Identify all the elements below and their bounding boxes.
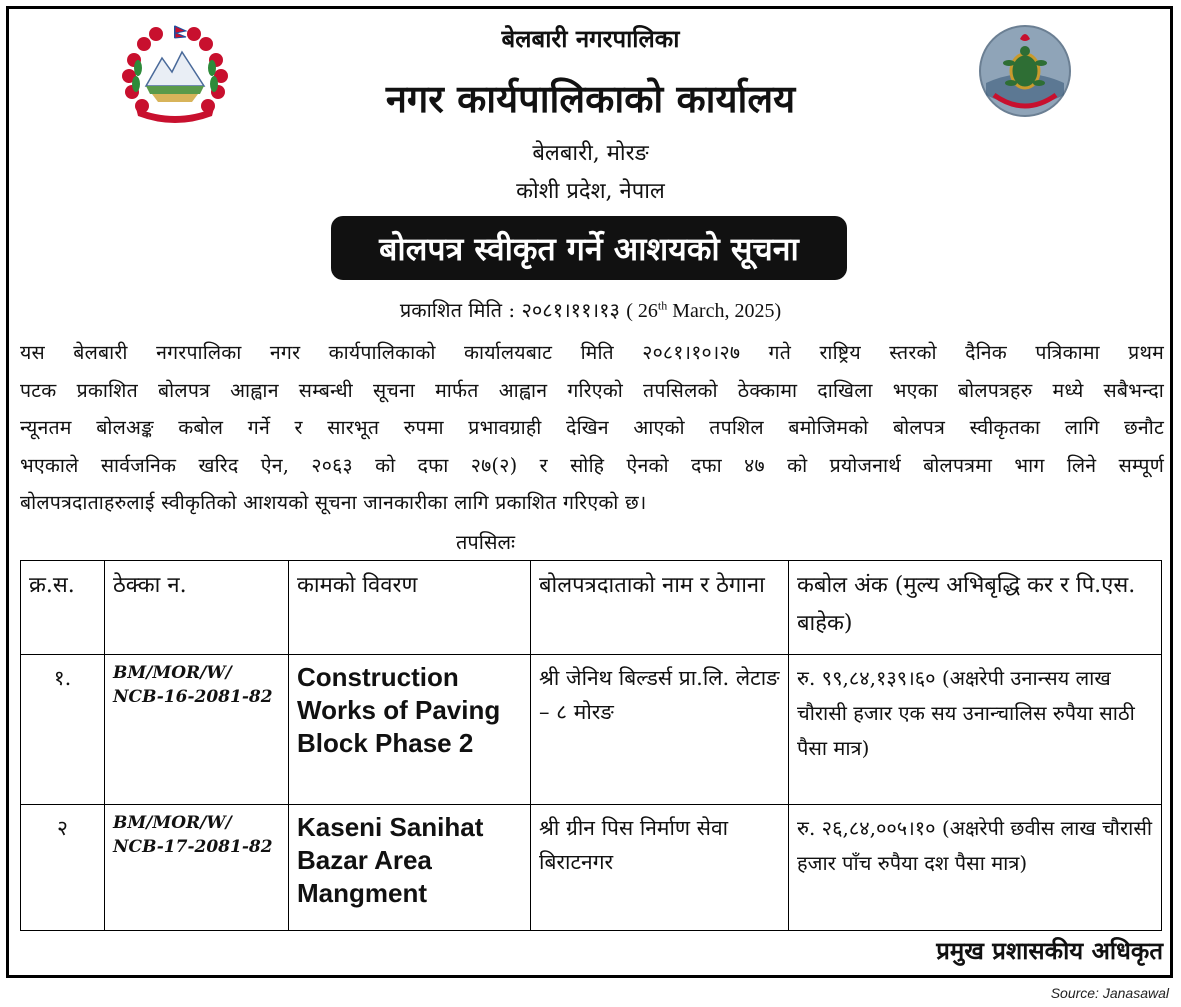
body-line: यस बेलबारी नगरपालिका नगर कार्यपालिकाको कार्यालयबाट मिति २०८१।१०।२७ गते राष्ट्रिय स्तरको दैनिक पत्रिकामा प्रथम (20, 341, 1164, 364)
row-sn: २ (21, 805, 105, 931)
published-date-nepali: प्रकाशित मिति : २०८१।११।१३ (399, 298, 620, 322)
source-credit: Source: Janasawal (1050, 985, 1169, 1001)
tapsil-label: तपसिलः (456, 530, 516, 554)
address-line-1: बेलबारी, मोरङ (532, 141, 649, 166)
row-bidder: श्री ग्रीन पिस निर्माण सेवा बिराटनगर (531, 805, 789, 931)
body-line: भएकाले सार्वजनिक खरिद ऐन, २०६३ को दफा २७(२) र सोहि ऐनको दफा ४७ को प्रयोजनार्थ बोलपत्रमा भाग लिने सम्पूर्ण (20, 453, 1164, 477)
table-row (21, 655, 1162, 805)
row-bidder: श्री जेनिथ बिल्डर्स प्रा.लि. लेटाङ – ८ मोरङ (531, 655, 789, 805)
body-line: पटक प्रकाशित बोलपत्र आह्वान सम्बन्धी सूचना मार्फत आह्वान गरिएको तपसिलको ठेक्कामा दाखिला भएका बोलपत्रहरु मध्ये सबैभन्दा (20, 378, 1164, 402)
row-contract-no: BM/MOR/W/ NCB-17-2081-82 (105, 805, 289, 931)
published-date-english: ( 26th March, 2025) (626, 298, 782, 322)
row-work: Construction Works of Paving Block Phase 2 (289, 655, 531, 805)
row-amount: रु. २६,८४,००५।१० (अक्षरेपी छवीस लाख चौरासी हजार पाँच रुपैया दश पैसा मात्र) (789, 805, 1162, 931)
table-header-row (21, 561, 1162, 655)
bid-table (20, 560, 1162, 931)
address-line-2: कोशी प्रदेश, नेपाल (516, 179, 665, 204)
row-sn: १. (21, 655, 105, 805)
header-work: कामको विवरण (289, 561, 531, 655)
row-contract-no: BM/MOR/W/ NCB-16-2081-82 (105, 655, 289, 805)
header-contract-no: ठेक्का न. (105, 561, 289, 655)
signature: प्रमुख प्रशासकीय अधिकृत (936, 936, 1163, 965)
table-row (21, 805, 1162, 931)
body-line: बोलपत्रदाताहरुलाई स्वीकृतिको आशयको सूचना जानकारीका लागि प्रकाशित गरिएको छ। (20, 491, 647, 514)
header-sn: क्र.स. (21, 561, 105, 655)
notice-body (20, 334, 1164, 522)
published-date (0, 296, 1181, 323)
body-line: न्यूनतम बोलअङ्क कबोल गर्ने र सारभूत रुपमा प्रभावग्राही देखिन आएको तपशिल बमोजिमको बोलपत्र स्वीकृतका लागि छनौट (20, 416, 1164, 439)
municipality-name: बेलबारी नगरपालिका (501, 24, 680, 53)
office-name: नगर कार्यपालिकाको कार्यालय (385, 77, 796, 121)
header-amount: कबोल अंक (मुल्य अभिबृद्धि कर र पि.एस. बाहेक) (789, 561, 1162, 655)
header-bidder: बोलपत्रदाताको नाम र ठेगाना (531, 561, 789, 655)
notice-title: बोलपत्र स्वीकृत गर्ने आशयको सूचना (331, 216, 847, 280)
row-amount: रु. ९९,८४,१३९।६० (अक्षरेपी उनान्सय लाख चौरासी हजार एक सय उनान्चालिस रुपैया साठी पैसा मात्र) (789, 655, 1162, 805)
row-work: Kaseni Sanihat Bazar Area Mangment (289, 805, 531, 931)
